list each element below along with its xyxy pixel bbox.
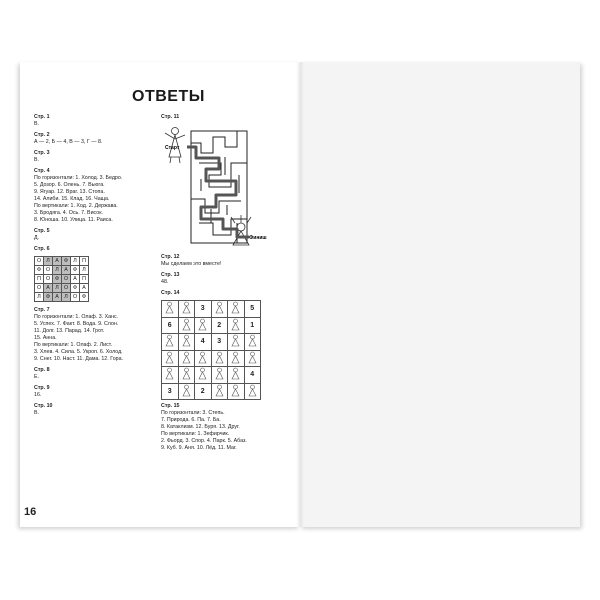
sudoku-character-icon [228, 350, 245, 367]
answer-heading: Стр. 10 [34, 403, 53, 409]
letter-grid-cell: Ф [71, 266, 80, 275]
sudoku-character-icon [211, 383, 228, 400]
letter-grid-cell: О [35, 257, 44, 266]
letter-grid-cell: Л [71, 257, 80, 266]
answer-text: 11. Долг. 13. Парад. 14. Грот. [34, 328, 105, 334]
sudoku-number-cell: 4 [244, 367, 261, 384]
answer-text: 3. Бродяга. 4. Ось. 7. Висок. [34, 210, 103, 216]
answer-text: А — 2, Б — 4, В — 3, Г — 8. [34, 139, 103, 145]
answer-text: Е. [34, 374, 40, 380]
answer-heading: Стр. 5 [34, 228, 50, 234]
maze-start-label: Старт [165, 145, 180, 151]
letter-grid-cell: Ф [53, 275, 62, 284]
letter-grid-cell: Ф [62, 257, 71, 266]
answer-heading: Стр. 1 [34, 114, 50, 120]
letter-grid-cell: Ф [80, 293, 89, 302]
sudoku-character-icon [228, 301, 245, 318]
answer-text: 9. Ягуар. 12. Враг. 13. Стопа. [34, 189, 105, 195]
answer-text: Д. [34, 235, 40, 241]
letter-grid-cell: А [62, 266, 71, 275]
sudoku-number-cell: 1 [244, 317, 261, 334]
answer-heading: Стр. 11 [161, 114, 180, 120]
answer-text: 16. [34, 392, 42, 398]
letter-grid-cell: П [80, 275, 89, 284]
sudoku-number-cell: 2 [211, 317, 228, 334]
sudoku-character-icon [195, 350, 212, 367]
answer-text: 5. Успех. 7. Факт. 8. Вода. 9. Слон. [34, 321, 119, 327]
sudoku-character-icon [244, 334, 261, 351]
sudoku-character-icon [211, 350, 228, 367]
letter-grid-cell: Ф [35, 266, 44, 275]
answer-heading: Стр. 12 [161, 254, 180, 260]
answer-text: По вертикали: 1. Ход. 2. Держава. [34, 203, 118, 209]
answer-text: 9. Куб. 9. Аня. 10. Лёд. 11. Маг. [161, 445, 237, 451]
right-page-blank [300, 62, 580, 527]
answer-text: Мы сделаем это вместе! [161, 261, 222, 267]
letter-grid-cell: О [44, 275, 53, 284]
book-spread [20, 62, 580, 527]
sudoku-number-cell: 3 [211, 334, 228, 351]
book-gutter [296, 62, 304, 527]
letter-grid-cell: О [62, 275, 71, 284]
sudoku-character-icon [178, 301, 195, 318]
answers-column-2 [161, 114, 281, 452]
answer-heading: Стр. 15 [161, 403, 180, 409]
answer-heading: Стр. 3 [34, 150, 50, 156]
answer-text: 14. Алиби. 15. Клад. 16. Чаща. [34, 196, 110, 202]
letter-grid-cell: О [62, 284, 71, 293]
letter-grid-cell: Ф [71, 284, 80, 293]
sudoku-number-cell: 3 [195, 301, 212, 318]
answer-heading: Стр. 4 [34, 168, 50, 174]
letter-grid-cell: Л [80, 266, 89, 275]
answer-text: 2. Фьорд. 3. Спор. 4. Парк. 5. Абаз. [161, 438, 247, 444]
sudoku-character-icon [244, 383, 261, 400]
letter-grid-cell: П [35, 275, 44, 284]
answer-text: 3. Хлев. 4. Сила. 5. Укроп. 6. Холод. [34, 349, 123, 355]
answer-text: 15. Анна. [34, 335, 57, 341]
sudoku-character-icon [178, 334, 195, 351]
page-number: 16 [24, 506, 37, 518]
sudoku-number-cell: 5 [244, 301, 261, 318]
letter-grid-cell: О [35, 284, 44, 293]
letter-grid-cell: А [53, 257, 62, 266]
sudoku-character-icon [178, 367, 195, 384]
answer-text: 7. Природа. 6. Па. 7. Ба. [161, 417, 221, 423]
letter-grid-cell: Л [35, 293, 44, 302]
answer-heading: Стр. 8 [34, 367, 50, 373]
letter-grid-cell: П [80, 257, 89, 266]
sudoku-character-icon [228, 317, 245, 334]
sudoku-character-icon [162, 334, 179, 351]
sudoku-character-icon [162, 350, 179, 367]
letter-grid-cell: А [80, 284, 89, 293]
answer-text: 8. Юноша. 10. Улица. 11. Раиса. [34, 217, 113, 223]
answer-text: По горизонтали: 1. Олаф. 3. Ханс. [34, 314, 119, 320]
sudoku-number-cell: 2 [195, 383, 212, 400]
sudoku-character-icon [162, 301, 179, 318]
sudoku-character-icon [178, 350, 195, 367]
answer-heading: Стр. 13 [161, 272, 180, 278]
letter-grid-cell: О [71, 293, 80, 302]
answer-text: По горизонтали: 1. Холод. 3. Бедро. [34, 175, 123, 181]
maze-walls [191, 131, 247, 243]
sudoku-number-cell: 4 [195, 334, 212, 351]
sudoku-character-icon [178, 317, 195, 334]
letter-grid-cell: Л [44, 257, 53, 266]
answer-text: В. [34, 121, 40, 127]
sudoku-character-icon [228, 367, 245, 384]
sudoku-number-cell: 6 [162, 317, 179, 334]
sudoku-character-icon [211, 367, 228, 384]
letter-grid-cell: А [44, 284, 53, 293]
sudoku-character-icon [195, 317, 212, 334]
sudoku-character-icon [228, 334, 245, 351]
picture-sudoku-grid [161, 300, 261, 400]
sudoku-character-icon [178, 383, 195, 400]
answers-column-1 [34, 114, 123, 417]
maze-finish-label: Финиш [249, 235, 267, 241]
sudoku-character-icon [211, 301, 228, 318]
sudoku-character-icon [195, 367, 212, 384]
answer-text: В. [34, 157, 40, 163]
letter-grid-cell: Л [53, 266, 62, 275]
answer-text: По вертикали: 1. Олаф. 2. Лист. [34, 342, 113, 348]
answer-text: По горизонтали: 3. Степь. [161, 410, 225, 416]
sudoku-number-cell: 3 [162, 383, 179, 400]
answer-text: 5. Дозор. 6. Олень. 7. Вьюга. [34, 182, 105, 188]
sudoku-character-icon [162, 367, 179, 384]
letter-grid-cell: О [44, 266, 53, 275]
answer-text: По вертикали: 1. Зефирчик. [161, 431, 230, 437]
answer-text: В. [34, 410, 40, 416]
answer-heading: Стр. 2 [34, 132, 50, 138]
answer-heading: Стр. 7 [34, 307, 50, 313]
answer-text: 9. Снег. 10. Наст. 11. Дама. 12. Гора. [34, 356, 124, 362]
letter-grid-cell: Л [62, 293, 71, 302]
letter-grid [34, 256, 89, 302]
answer-text: 8. Катаклизм. 12. Буря. 13. Друг. [161, 424, 240, 430]
maze-illustration [161, 123, 281, 251]
answer-heading: Стр. 9 [34, 385, 50, 391]
letter-grid-cell: Л [53, 284, 62, 293]
answer-text: 48. [161, 279, 169, 285]
letter-grid-cell: А [71, 275, 80, 284]
sudoku-character-icon [228, 383, 245, 400]
answer-heading: Стр. 6 [34, 246, 50, 252]
answer-heading: Стр. 14 [161, 290, 180, 296]
sudoku-character-icon [244, 350, 261, 367]
letter-grid-cell: Ф [44, 293, 53, 302]
letter-grid-cell: А [53, 293, 62, 302]
page-title: ОТВЕТЫ [132, 88, 205, 105]
left-page [20, 62, 300, 527]
